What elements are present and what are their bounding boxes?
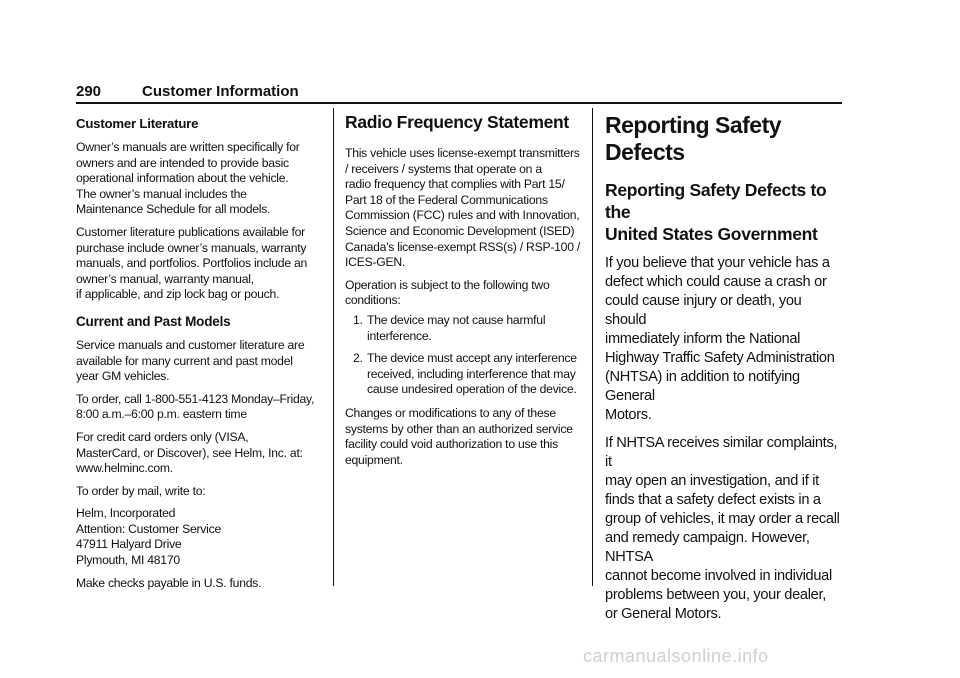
paragraph: This vehicle uses license-exempt transmitters / receivers / systems that operate on a radio frequency that complies with Part 15/ Part 18 of the Federal Communications Commission (FCC) rules and with Innovation, Science and Economic Development (ISED) Canada's license-exempt RSS(s) / RSP-100 / ICES-GEN. — [345, 146, 580, 270]
watermark: carmanualsonline.info — [583, 646, 769, 666]
paragraph-order-phone: To order, call 1-800-551-4123 Monday–Friday, 8:00 a.m.–6:00 p.m. eastern time — [76, 391, 315, 422]
mailing-address: Helm, Incorporated Attention: Customer Service 47911 Halyard Drive Plymouth, MI 48170 — [76, 506, 221, 568]
paragraph: Changes or modifications to any of these systems by other than an authorized service facility could void authorization to use this equipment. — [345, 405, 573, 467]
paragraph: Owner’s manuals are written specifically for owners and are intended to provide basic operational information about the vehicle. The owner’s manual includes the Maintenance Schedule for all models. — [76, 140, 300, 217]
subheading-us-government: Reporting Safety Defects to the United States Government — [605, 180, 827, 244]
column-radio-frequency — [345, 112, 583, 468]
heading-radio-frequency: Radio Frequency Statement — [345, 112, 569, 132]
column-safety-defects — [605, 112, 845, 624]
paragraph: Operation is subject to the following two conditions: — [345, 277, 550, 308]
conditions-list — [345, 313, 583, 398]
header-rule — [76, 102, 842, 104]
heading-customer-literature: Customer Literature — [76, 116, 199, 131]
paragraph: If you believe that your vehicle has a defect which could cause a crash or could cause injury or death, you should immediately inform the National Highway Traffic Safety Administration (NHTSA) in addition to notifying General Motors. — [605, 255, 835, 423]
list-item — [345, 313, 583, 344]
paragraph-credit-card: For credit card orders only (VISA, MasterCard, or Discover), see Helm, Inc. at: www.helminc.com. — [76, 429, 303, 476]
list-number: 1. — [353, 312, 363, 327]
list-text: The device must accept any interference received, including interference that may cause undesired operation of the device. — [367, 351, 577, 397]
page-number: 290 — [76, 83, 102, 100]
paragraph: Customer literature publications available for purchase include owner’s manuals, warranty manuals, and portfolios. Portfolios include an owner’s manual, warranty manual, if applicable, and zip lock bag or pouch. — [76, 224, 308, 302]
column-customer-literature — [76, 112, 324, 591]
page-header — [76, 83, 842, 103]
column-divider-left — [333, 108, 334, 586]
list-number: 2. — [353, 351, 363, 366]
paragraph: If NHTSA receives similar complaints, it may open an investigation, and if it finds that a safety defect exists in a group of vehicles, it may order a recall and remedy campaign. However, NHTSA cannot become involved in individual problems between you, your dealer, or General Motors. — [605, 435, 840, 622]
paragraph: Make checks payable in U.S. funds. — [76, 575, 262, 590]
heading-reporting-safety-defects: Reporting Safety Defects — [605, 112, 782, 165]
paragraph: Service manuals and customer literature are available for many current and past model year GM vehicles. — [76, 337, 305, 384]
list-text: The device may not cause harmful interference. — [367, 312, 546, 343]
list-item — [345, 351, 583, 398]
heading-current-past-models: Current and Past Models — [76, 313, 231, 329]
paragraph: To order by mail, write to: — [76, 483, 206, 498]
column-divider-right — [592, 108, 593, 586]
section-title: Customer Information — [142, 83, 299, 100]
